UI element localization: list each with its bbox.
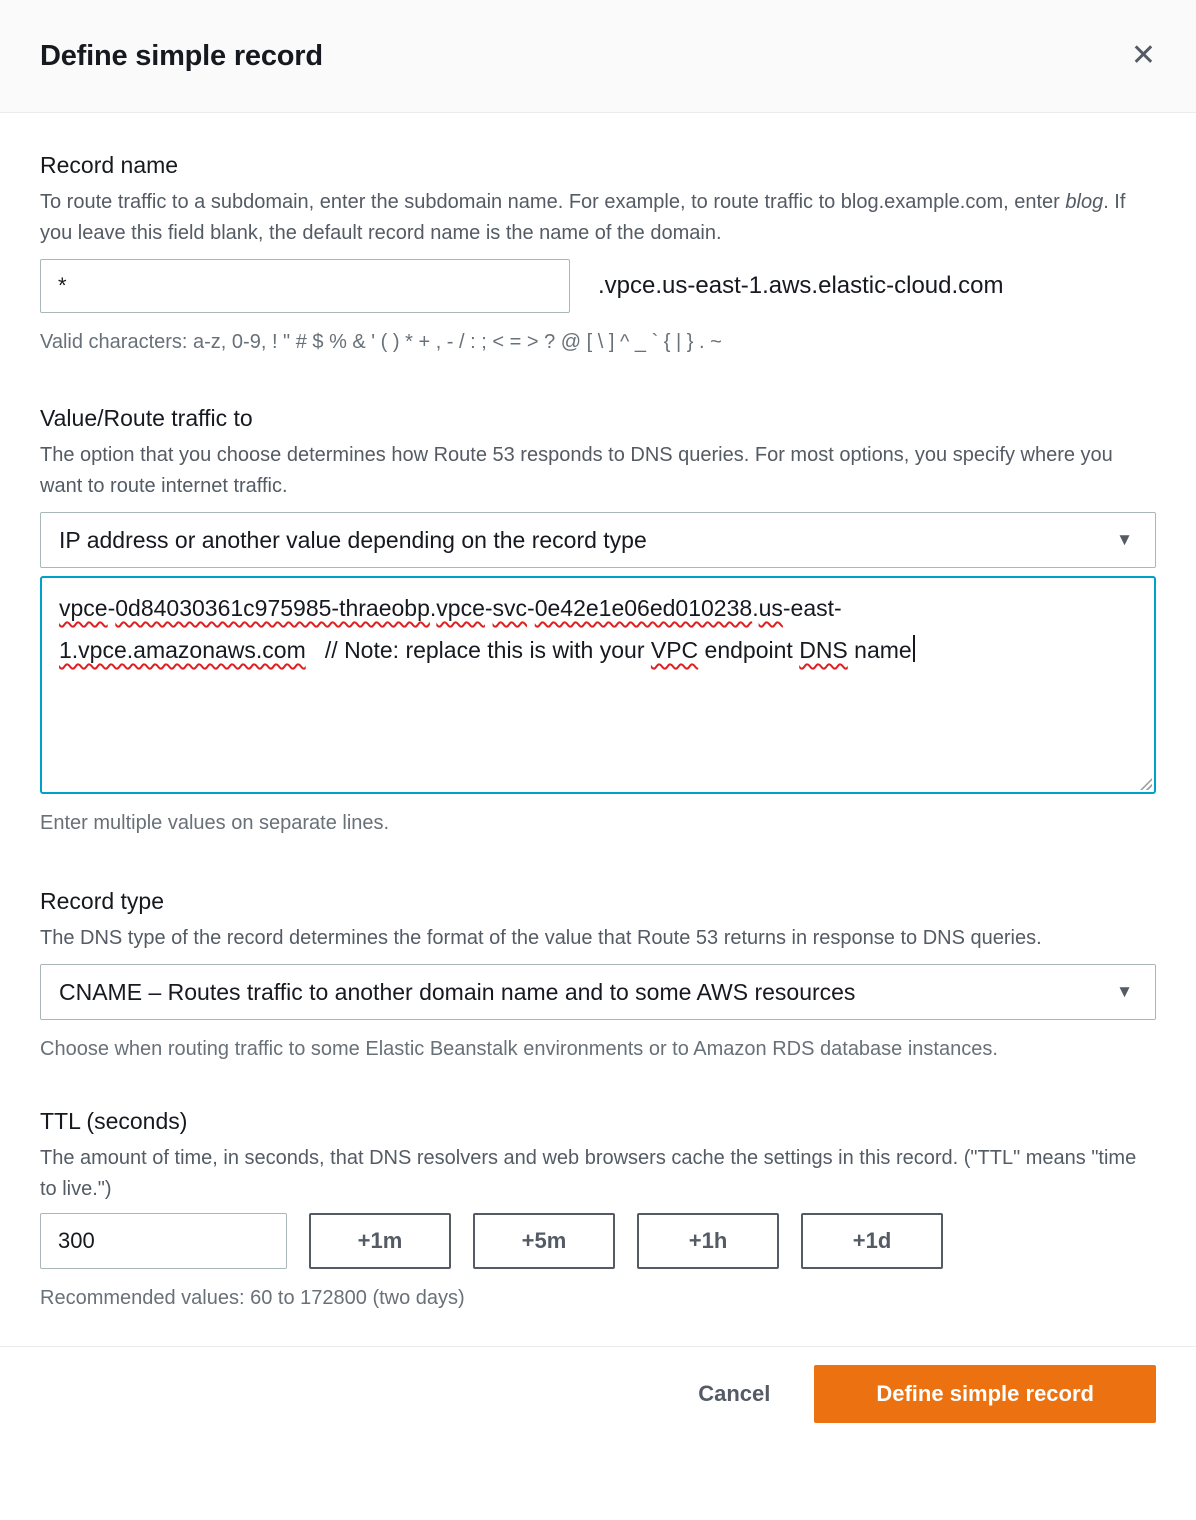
domain-suffix: .vpce.us-east-1.aws.elastic-cloud.com bbox=[598, 272, 1004, 299]
value-token: VPC bbox=[650, 637, 699, 663]
record-name-label: Record name bbox=[40, 152, 179, 178]
value-token: us bbox=[758, 595, 783, 621]
value-token: -east- bbox=[782, 595, 842, 621]
value-line-1 bbox=[59, 587, 1137, 629]
record-name-description bbox=[40, 187, 1156, 249]
valid-characters-hint: Valid characters: a-z, 0-9, ! " # $ % & ' ( ) * + , - / : ; < = > ? @ [ \ ] ^ _ ` { | } . ~ bbox=[40, 331, 722, 353]
value-token: - bbox=[484, 595, 493, 621]
chevron-down-icon: ▼ bbox=[1116, 982, 1133, 1001]
value-token: svc bbox=[492, 595, 528, 621]
record-type-selected-option: CNAME – Routes traffic to another domain name and to some AWS resources bbox=[59, 978, 856, 1005]
ttl-plus-1m-button[interactable]: +1m bbox=[309, 1213, 451, 1269]
value-line-2 bbox=[59, 629, 1137, 671]
ttl-plus-1h-button[interactable]: +1h bbox=[637, 1213, 779, 1269]
define-simple-record-button[interactable]: Define simple record bbox=[814, 1365, 1156, 1423]
dialog-title: Define simple record bbox=[40, 39, 323, 72]
record-type-label: Record type bbox=[40, 888, 165, 914]
record-name-input-row bbox=[40, 259, 1156, 313]
resize-grip-icon[interactable] bbox=[1140, 778, 1152, 790]
value-route-label: Value/Route traffic to bbox=[40, 405, 253, 431]
value-token: 1.vpce.amazonaws.com bbox=[59, 637, 306, 663]
value-textarea[interactable] bbox=[40, 576, 1156, 794]
record-type-hint: Choose when routing traffic to some Elastic Beanstalk environments or to Amazon RDS database instances. bbox=[40, 1038, 998, 1060]
route-traffic-selected-option: IP address or another value depending on the record type bbox=[59, 526, 647, 553]
value-token: name bbox=[847, 637, 912, 663]
record-name-description-italic: blog bbox=[1065, 191, 1104, 213]
value-token: 0d84030361c975985-thraeobp bbox=[115, 595, 430, 621]
route-traffic-select[interactable] bbox=[40, 512, 1156, 568]
ttl-label: TTL (seconds) bbox=[40, 1108, 188, 1134]
ttl-input[interactable] bbox=[40, 1213, 287, 1269]
value-token: 0e42e1e06ed010238 bbox=[534, 595, 753, 621]
multiple-values-hint: Enter multiple values on separate lines. bbox=[40, 812, 390, 834]
record-name-input[interactable] bbox=[40, 259, 570, 313]
value-token: . bbox=[752, 595, 759, 621]
ttl-section bbox=[40, 1106, 1156, 1313]
value-token: . bbox=[429, 595, 437, 621]
value-route-description: The option that you choose determines how Route 53 responds to DNS queries. For most options, you specify where you want to route internet traffic. bbox=[40, 444, 1113, 497]
value-token: // Note: replace this is with your bbox=[305, 637, 651, 663]
ttl-description: The amount of time, in seconds, that DNS resolvers and web browsers cache the settings in this record. ("TTL" means "time to live.") bbox=[40, 1147, 1137, 1200]
ttl-input-row bbox=[40, 1213, 1156, 1269]
record-name-section bbox=[40, 150, 1156, 357]
record-type-select[interactable] bbox=[40, 964, 1156, 1020]
ttl-recommended-hint: Recommended values: 60 to 172800 (two days) bbox=[40, 1287, 465, 1309]
record-name-description-part2: . If you leave this field blank, the default record name is the name of the domain. bbox=[40, 191, 1126, 244]
chevron-down-icon: ▼ bbox=[1116, 530, 1133, 549]
value-token: DNS bbox=[799, 637, 848, 663]
dialog-footer bbox=[0, 1346, 1196, 1423]
value-token: vpce bbox=[59, 595, 108, 621]
cancel-button[interactable]: Cancel bbox=[698, 1381, 771, 1406]
value-token: - bbox=[527, 595, 535, 621]
value-token: vpce bbox=[436, 595, 485, 621]
record-name-description-part1: To route traffic to a subdomain, enter the subdomain name. For example, to route traffic to blog.example.com, enter bbox=[40, 191, 1066, 213]
value-token: endpoint bbox=[698, 637, 800, 663]
dialog-body bbox=[0, 150, 1196, 1313]
record-type-description: The DNS type of the record determines the format of the value that Route 53 returns in response to DNS queries. bbox=[40, 927, 1042, 949]
close-icon[interactable]: ✕ bbox=[1130, 39, 1156, 72]
ttl-plus-1d-button[interactable]: +1d bbox=[801, 1213, 943, 1269]
value-route-section bbox=[40, 403, 1156, 838]
dialog-header bbox=[0, 0, 1196, 113]
ttl-plus-5m-button[interactable]: +5m bbox=[473, 1213, 615, 1269]
text-caret bbox=[913, 635, 915, 662]
record-type-section bbox=[40, 886, 1156, 1064]
value-token: - bbox=[107, 595, 116, 621]
